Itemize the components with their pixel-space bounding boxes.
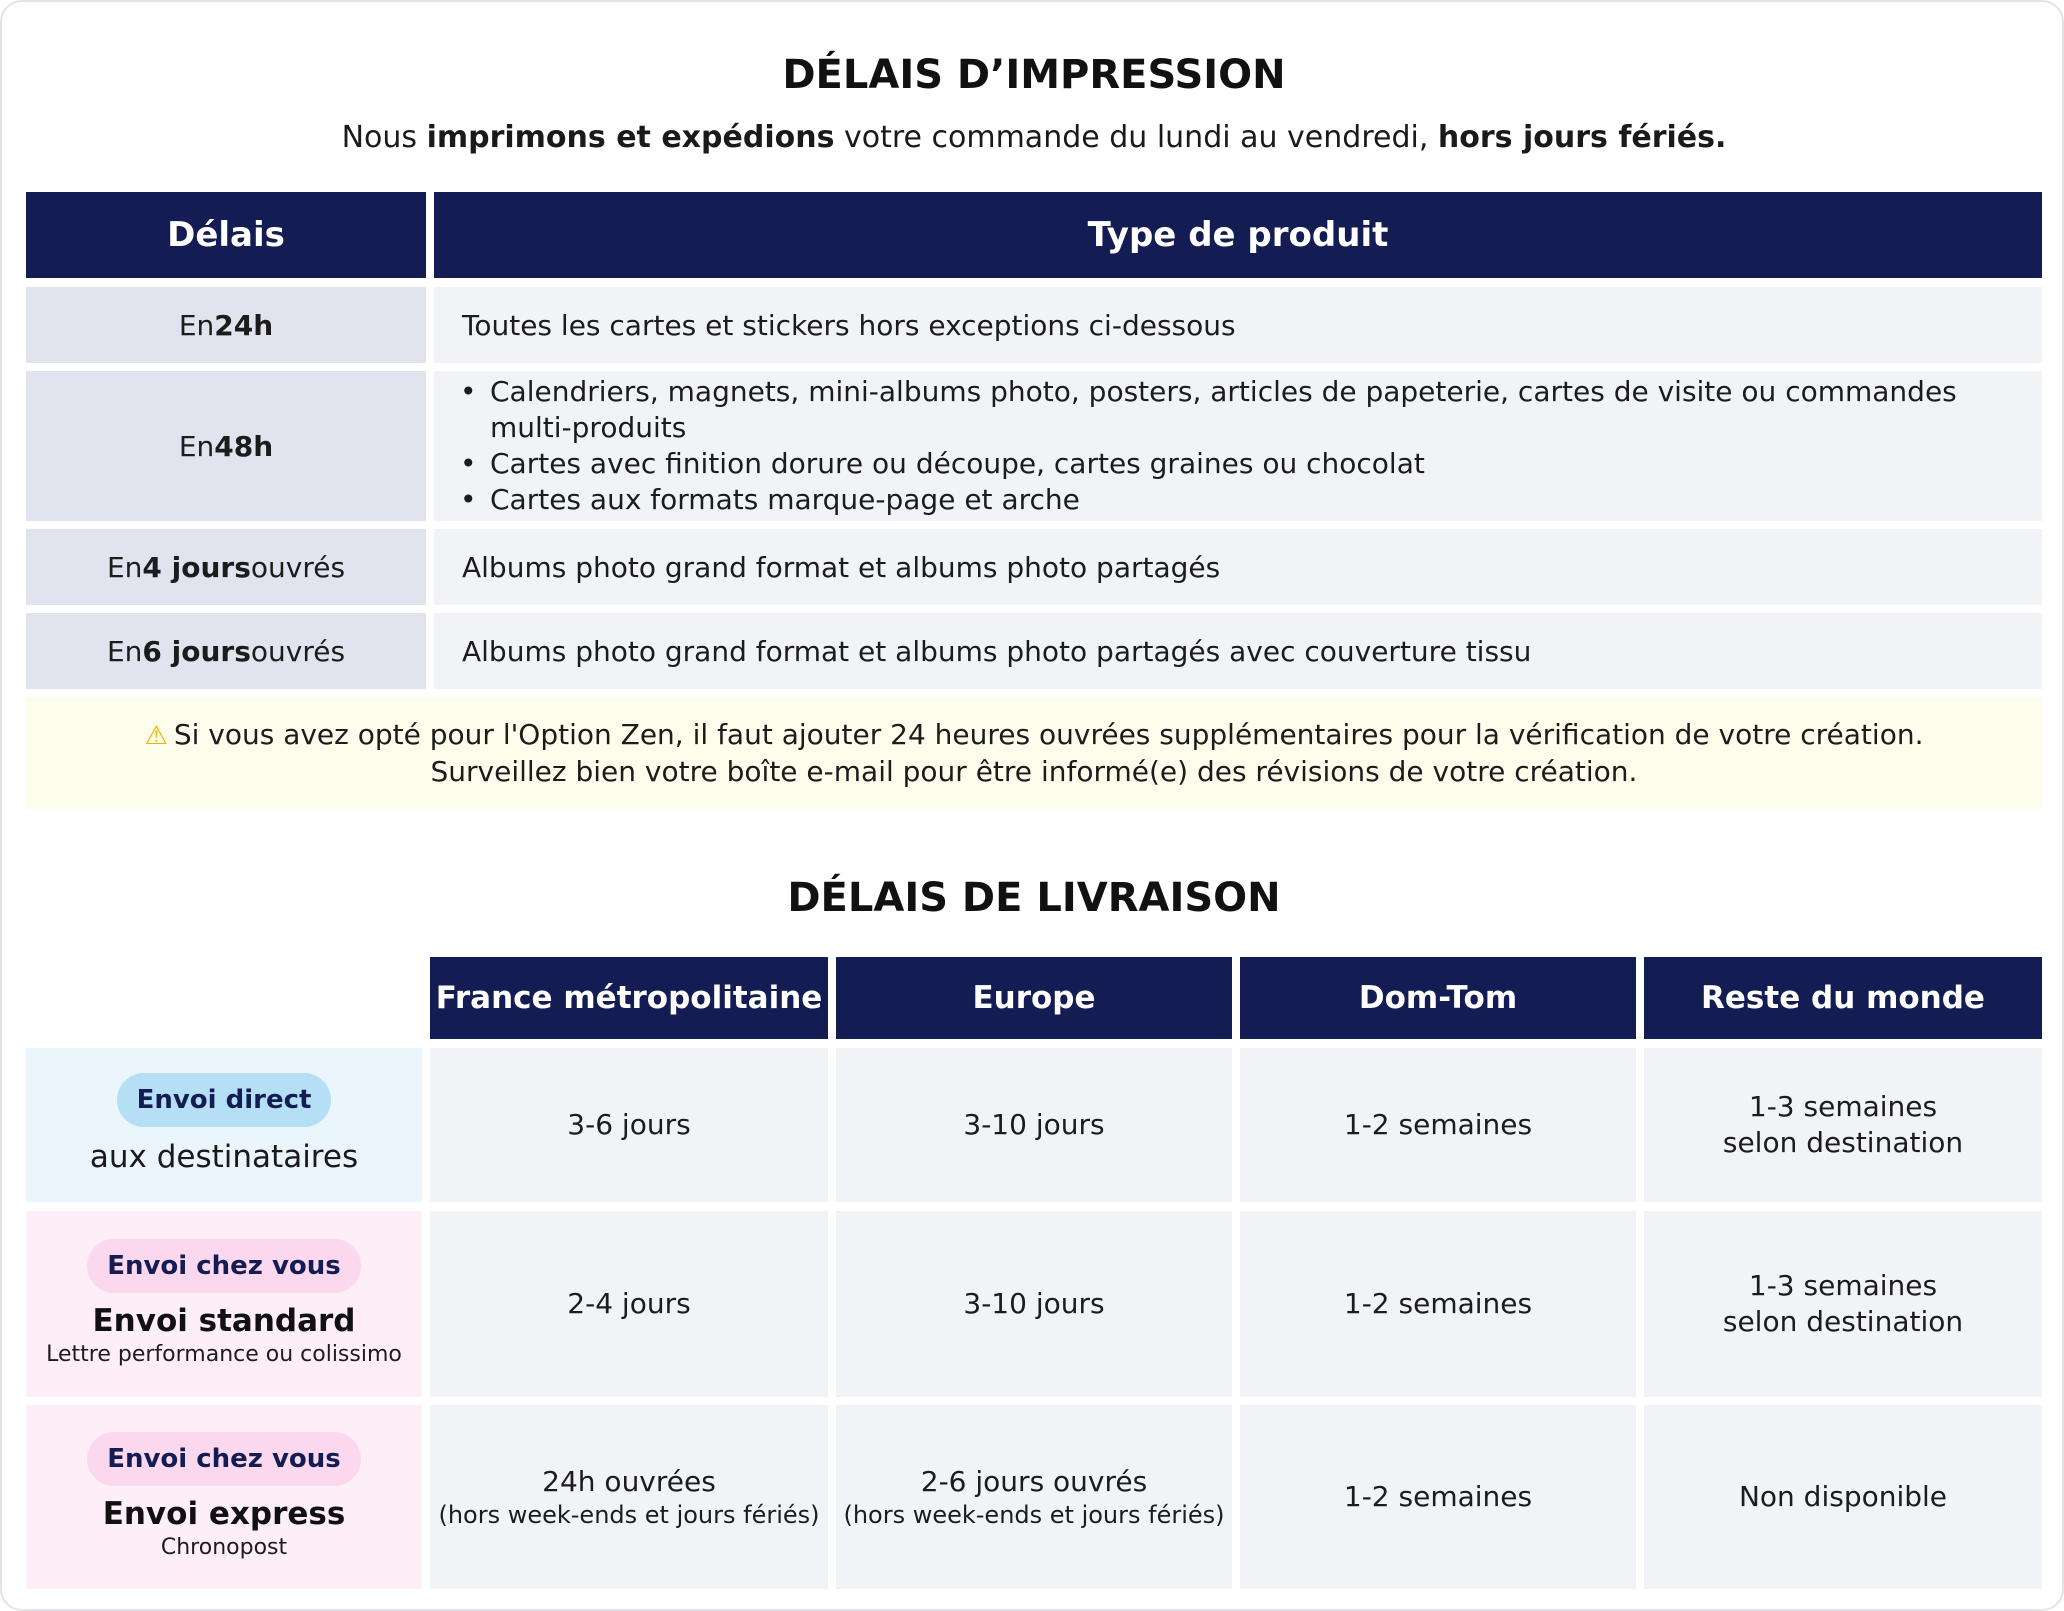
envoi-badge: Envoi direct (117, 1073, 332, 1127)
impression-subtitle: Nous imprimons et expédions votre commande du lundi au vendredi, hors jours fériés. (341, 120, 1727, 155)
warning-line: Surveillez bien votre boîte e-mail pour être informé(e) des révisions de votre création. (430, 754, 1638, 788)
header-type-produit: Type de produit (434, 192, 2042, 278)
option-zen-warning (26, 697, 2042, 809)
column-header: Europe (836, 957, 1232, 1039)
row-label: Envoi express (102, 1496, 346, 1532)
warning-icon: ⚠ (144, 720, 168, 751)
envoi-badge: Envoi chez vous (87, 1432, 361, 1486)
row-label: aux destinataires (89, 1139, 359, 1175)
delivery-cell: 3-10 jours (836, 1211, 1232, 1397)
list-item: • Calendriers, magnets, mini-albums photo, posters, articles de papeterie, cartes de visite ou commandes multi-produits (448, 374, 2042, 446)
delivery-cell: 3-6 jours (430, 1048, 828, 1202)
column-header: Reste du monde (1644, 957, 2042, 1039)
delivery-cell: 2-4 jours (430, 1211, 828, 1397)
delivery-cell: 1-2 semaines (1240, 1405, 1636, 1589)
delivery-cell: Non disponible (1644, 1405, 2042, 1589)
delay-cell: En 24h (26, 287, 426, 363)
column-header: France métropolitaine (430, 957, 828, 1039)
row-label: Envoi standard (92, 1303, 356, 1339)
delay-cell: En 6 jours ouvrés (26, 613, 426, 689)
row-header-envoi-express (26, 1405, 422, 1589)
livraison-title: DÉLAIS DE LIVRAISON (787, 875, 1281, 921)
impression-title: DÉLAIS D’IMPRESSION (782, 52, 1286, 98)
row-sublabel: Chronopost (160, 1535, 288, 1560)
product-cell: Albums photo grand format et albums photo partagés (434, 529, 2042, 605)
warning-line: Si vous avez opté pour l'Option Zen, il faut ajouter 24 heures ouvrées supplémentaires pour la vérification de votre création. (173, 717, 1924, 751)
delivery-cell: 1-3 semaines selon destination (1644, 1211, 2042, 1397)
list-item: • Cartes avec finition dorure ou découpe, cartes graines ou chocolat (448, 446, 2042, 482)
delivery-cell: 24h ouvrées (hors week-ends et jours fériés) (430, 1405, 828, 1589)
delivery-cell: 1-2 semaines (1240, 1048, 1636, 1202)
row-header-envoi-direct (26, 1048, 422, 1202)
product-cell (434, 371, 2042, 521)
product-cell: Albums photo grand format et albums photo partagés avec couverture tissu (434, 613, 2042, 689)
product-bullet-list (448, 374, 2042, 518)
list-item: • Cartes aux formats marque-page et arche (448, 482, 2042, 518)
product-cell: Toutes les cartes et stickers hors exceptions ci-dessous (434, 287, 2042, 363)
envoi-badge: Envoi chez vous (87, 1239, 361, 1293)
delay-cell: En 4 jours ouvrés (26, 529, 426, 605)
row-sublabel: Lettre performance ou colissimo (46, 1342, 402, 1367)
delay-cell: En 48h (26, 371, 426, 521)
delivery-cell: 1-3 semaines selon destination (1644, 1048, 2042, 1202)
row-header-envoi-standard (26, 1211, 422, 1397)
delivery-cell: 2-6 jours ouvrés (hors week-ends et jours fériés) (836, 1405, 1232, 1589)
delivery-cell: 3-10 jours (836, 1048, 1232, 1202)
delivery-cell: 1-2 semaines (1240, 1211, 1636, 1397)
header-delais: Délais (26, 192, 426, 278)
column-header: Dom-Tom (1240, 957, 1636, 1039)
